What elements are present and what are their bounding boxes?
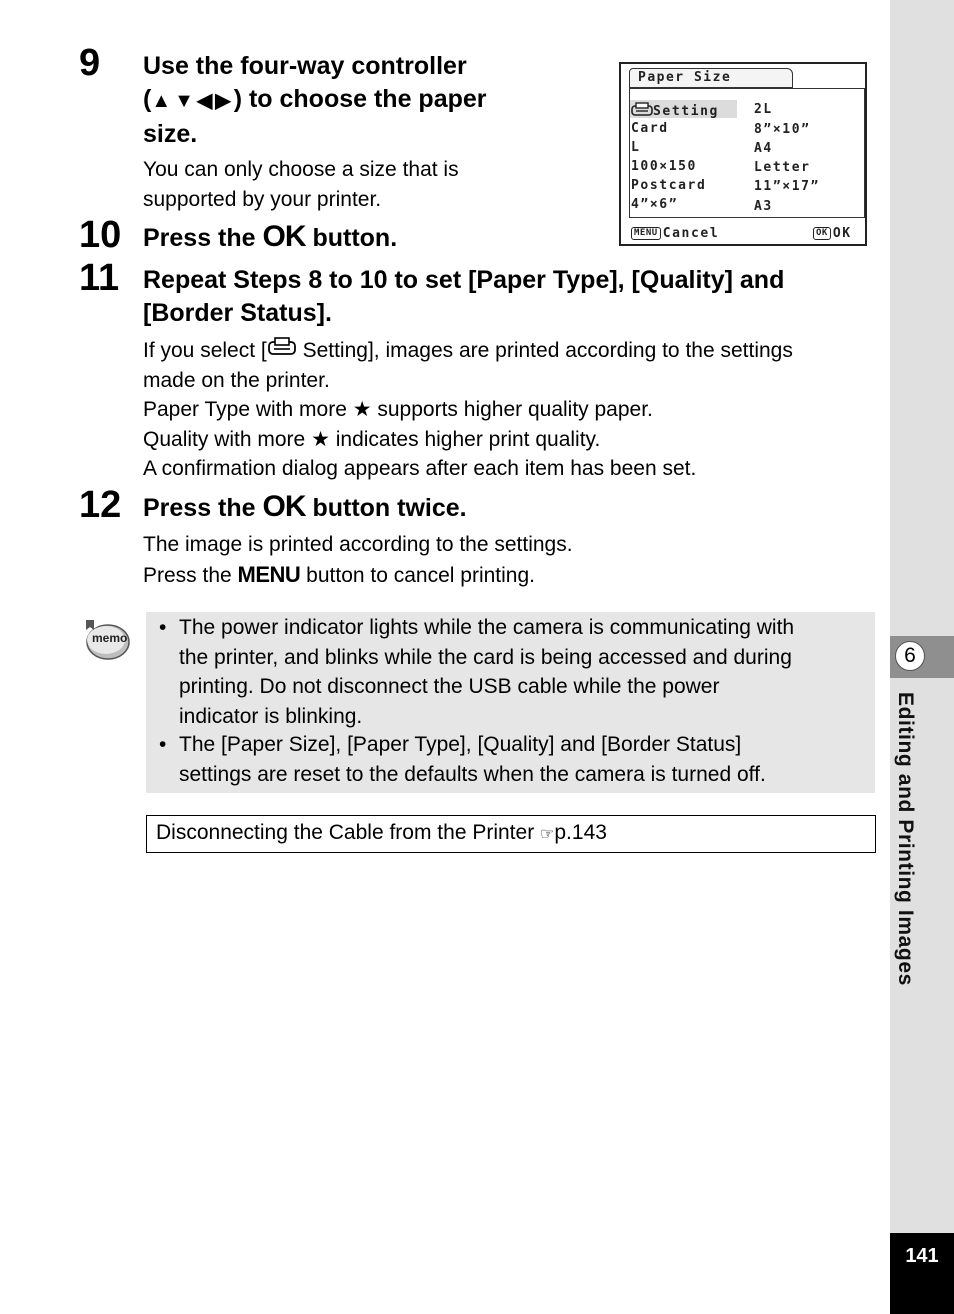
step-9-body-line2: supported by your printer. xyxy=(143,187,382,211)
step-9-heading-line2 xyxy=(143,83,487,118)
reference-page-link[interactable]: p.143 xyxy=(554,821,607,844)
option-a3: A3 xyxy=(754,199,773,214)
four-way-arrows-icon: ▲▼◀▶ xyxy=(151,90,234,112)
step-11-body xyxy=(143,336,793,484)
option-8x10: 8”×10” xyxy=(754,122,811,137)
step-11-number: 11 xyxy=(79,257,120,299)
step-11-body-line3 xyxy=(143,395,793,425)
star-icon: ★ xyxy=(352,398,372,421)
memo-item-1-line2: the printer, and blinks while the card is being accessed and during xyxy=(179,645,792,669)
option-setting-label: Setting xyxy=(653,104,719,119)
step-11-line3-pre: Paper Type with more xyxy=(143,398,353,421)
page-pointer-icon: ☞ xyxy=(540,826,555,843)
option-l: L xyxy=(631,140,641,155)
menu-button-icon: MENU xyxy=(237,561,301,587)
option-setting xyxy=(631,102,719,121)
cancel-hint xyxy=(631,226,719,242)
step-9-heading-line1: Use the four-way controller xyxy=(143,52,467,80)
ok-key-icon: OK xyxy=(813,227,831,240)
step-11-heading-line2: [Border Status]. xyxy=(143,299,332,327)
step-9-body-line1: You can only choose a size that is xyxy=(143,158,459,181)
bullet: • xyxy=(159,616,167,639)
step-11-heading-line1: Repeat Steps 8 to 10 to set [Paper Type], [Quality] and xyxy=(143,266,785,294)
step-12-body xyxy=(143,530,573,590)
option-letter: Letter xyxy=(754,160,811,175)
step-11-line3-post: supports higher quality paper. xyxy=(371,398,653,421)
step-11-line1-pre: If you select [ xyxy=(143,339,267,362)
bullet: • xyxy=(159,733,167,756)
step-9-number: 9 xyxy=(79,42,101,84)
step-12-heading xyxy=(143,490,467,525)
screen-title: Paper Size xyxy=(629,68,793,88)
reference-box xyxy=(146,815,876,853)
memo-box xyxy=(146,612,875,793)
step-11-heading xyxy=(143,264,784,330)
step-10-heading xyxy=(143,220,397,255)
memo-item-2-line1: The [Paper Size], [Paper Type], [Quality] and [Border Status] xyxy=(179,733,742,756)
option-2l: 2L xyxy=(754,102,773,117)
option-a4: A4 xyxy=(754,141,773,156)
step-9-heading-line2-rest: ) to choose the paper xyxy=(233,85,487,113)
star-icon: ★ xyxy=(311,427,330,451)
option-4x6: 4”×6” xyxy=(631,197,679,212)
ok-button-icon: OK xyxy=(262,220,306,253)
step-12-body-line2 xyxy=(143,560,573,591)
memo-item-1-line1: The power indicator lights while the camera is communicating with xyxy=(179,616,795,639)
option-11x17: 11”×17” xyxy=(754,179,820,194)
step-11-line4-pre: Quality with more xyxy=(143,427,312,451)
page-number: 141 xyxy=(890,1233,954,1314)
memo-icon xyxy=(80,616,132,662)
step-12-body-line1: The image is printed according to the settings. xyxy=(143,533,573,556)
step-12-line2-post: button to cancel printing. xyxy=(300,563,535,587)
option-card: Card xyxy=(631,121,669,136)
reference-text: Disconnecting the Cable from the Printer xyxy=(156,821,541,844)
step-10-pre: Press the xyxy=(143,224,263,252)
step-9-heading xyxy=(143,50,487,151)
step-9-body xyxy=(143,155,459,214)
ok-label: OK xyxy=(832,226,852,241)
step-11-body-line2: made on the printer. xyxy=(143,368,330,392)
printer-setting-icon xyxy=(631,102,653,121)
step-11-body-line4 xyxy=(143,425,793,455)
step-10-number: 10 xyxy=(79,214,122,256)
memo-icon-label: memo xyxy=(92,631,128,645)
chapter-number: 6 xyxy=(895,641,925,671)
printer-setting-icon xyxy=(267,335,297,365)
menu-key-icon: MENU xyxy=(631,227,661,240)
memo-item-2-line2: settings are reset to the defaults when the camera is turned off. xyxy=(179,762,766,786)
step-12-line2-pre: Press the xyxy=(143,563,238,587)
paren-open: ( xyxy=(143,85,152,113)
ok-button-icon: OK xyxy=(262,490,306,523)
step-11-body-line5: A confirmation dialog appears after each item has been set. xyxy=(143,457,697,480)
step-11-line4-post: indicates higher print quality. xyxy=(329,427,601,451)
option-postcard: Postcard xyxy=(631,178,707,193)
step-11-body-line1 xyxy=(143,336,793,366)
option-100x150: 100×150 xyxy=(631,159,697,174)
chapter-title: Editing and Printing Images xyxy=(894,692,917,986)
step-12-pre: Press the xyxy=(143,494,263,522)
step-12-number: 12 xyxy=(79,484,122,526)
cancel-label: Cancel xyxy=(662,226,720,241)
ok-hint xyxy=(813,226,852,242)
paper-size-screen xyxy=(619,62,867,246)
memo-item-1-line4: indicator is blinking. xyxy=(179,704,363,728)
step-9-heading-line3: size. xyxy=(143,120,198,148)
step-12-post: button twice. xyxy=(305,494,467,522)
step-10-post: button. xyxy=(305,224,398,252)
memo-item-1-line3: printing. Do not disconnect the USB cable while the power xyxy=(179,675,720,698)
step-11-line1-post: Setting], images are printed according to the settings xyxy=(296,339,793,362)
